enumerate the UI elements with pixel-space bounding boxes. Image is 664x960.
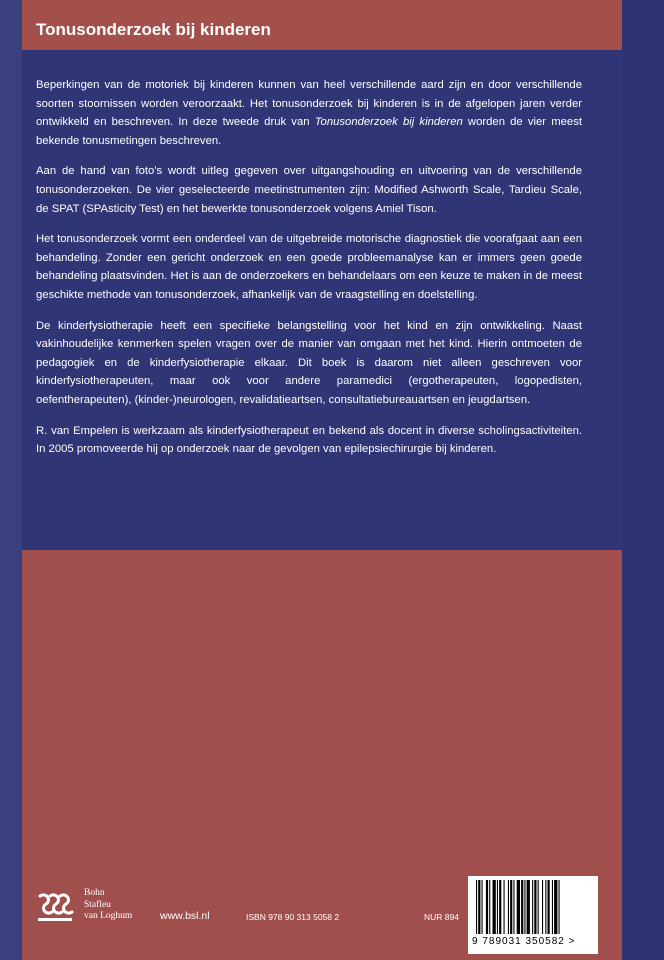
barcode-bar (542, 880, 543, 934)
barcode-bar (548, 880, 550, 934)
blurb-text (36, 76, 582, 471)
nur-code: NUR 894 (424, 912, 459, 922)
barcode-bar (513, 880, 514, 934)
barcode-digits: 9 789031 350582 > (472, 936, 576, 947)
barcode-bar (482, 880, 483, 934)
barcode-bar (552, 880, 553, 934)
barcode-bar (510, 880, 512, 934)
barcode-bar (497, 880, 498, 934)
barcode-bar (476, 880, 477, 934)
barcode-bar (559, 880, 560, 934)
barcode-bars (474, 880, 592, 936)
barcode (468, 876, 598, 954)
barcode-bar (486, 880, 488, 934)
paragraph-1-end: worden de vier meest bekende tonusmetingen beschreven. (36, 116, 582, 147)
barcode-bar (499, 880, 501, 934)
barcode-bar (527, 880, 530, 934)
barcode-bar (538, 880, 539, 934)
right-edge-strip (622, 0, 664, 960)
barcode-bar (508, 880, 509, 934)
paragraph-4: De kinderfysiotherapie heeft een specifieke belangstelling voor het kind en zijn ontwikkeling. Naast vakinhoudelijke kenmerken spelen vragen over de manier van omgaan met het kind. Hierin ontmoeten de pedagogiek en de kinderfysiotherapie elkaar. Dit boek is daarom niet alleen geschreven voor kinderfysiotherapeuten, maar ook voor andere paramedici (ergotherapeuten, logopedisten, oefentherapeuten), (kinder-)neurologen, revalidatieartsen, consultatiebureauartsen en jeugdartsen. (36, 319, 582, 406)
barcode-bar (478, 880, 480, 934)
barcode-bar (534, 880, 536, 934)
cover-title: Tonusonderzoek bij kinderen (36, 20, 271, 39)
paragraph-1-book-title: Tonusonderzoek bij kinderen (314, 116, 463, 129)
paragraph-1 (36, 76, 582, 150)
bsl-logo-icon (36, 888, 74, 924)
paragraph-5: R. van Empelen is werkzaam als kinderfysiotherapeut en bekend als docent in diverse scholingsactiviteiten. In 2005 promoveerde hij op onderzoek naar de gevolgen van epilepsiechirurgie bij kinderen. (36, 424, 582, 456)
publisher-name (84, 888, 132, 923)
spine-strip (0, 0, 22, 960)
barcode-bar (554, 880, 557, 934)
publisher-line-1: Bohn (84, 888, 105, 898)
website-link[interactable]: www.bsl.nl (160, 910, 210, 922)
paragraph-1-start: Beperkingen van de motoriek bij kinderen kunnen van heel verschillende aard zijn en door verschillende soorten stoornissen worden veroorzaakt. Het tonusonderzoek bij kinderen is in de afgelopen jaren verder ontwikkeld en beschreven. In deze tweede druk van (36, 79, 582, 129)
barcode-bar (524, 880, 525, 934)
barcode-bar (521, 880, 523, 934)
paragraph-3: Het tonusonderzoek vormt een onderdeel van de uitgebreide motorische diagnostiek die voorafgaat aan een behandeling. Zonder een gericht onderzoek en een goede probleemanalyse kan er immers geen goede behandeling plaatsvinden. Het is aan de onderzoekers en behandelaars om een keuze te maken in de meest geschikte methode van tonusonderzoek, afhankelijk van de vraagstelling en doelstelling. (36, 233, 582, 301)
barcode-bar (493, 880, 496, 934)
barcode-bar (504, 880, 505, 934)
barcode-bar (489, 880, 490, 934)
isbn-text: ISBN 978 90 313 5058 2 (246, 912, 340, 922)
paragraph-2: Aan de hand van foto's wordt uitleg gegeven over uitgangshouding en uitvoering van de verschillende tonusonderzoeken. De vier geselecteerde meetinstrumenten zijn: Modified Ashworth Scale, Tardieu Scale, de SPAT (SPAsticity Test) en het bewerkte tonusonderzoek volgens Amiel Tison. (36, 165, 582, 215)
publisher-line-3: van Loghum (84, 911, 133, 921)
barcode-bar (532, 880, 533, 934)
barcode-bar (545, 880, 546, 934)
barcode-bar (517, 880, 520, 934)
publisher-line-2: Stafleu (84, 899, 111, 910)
